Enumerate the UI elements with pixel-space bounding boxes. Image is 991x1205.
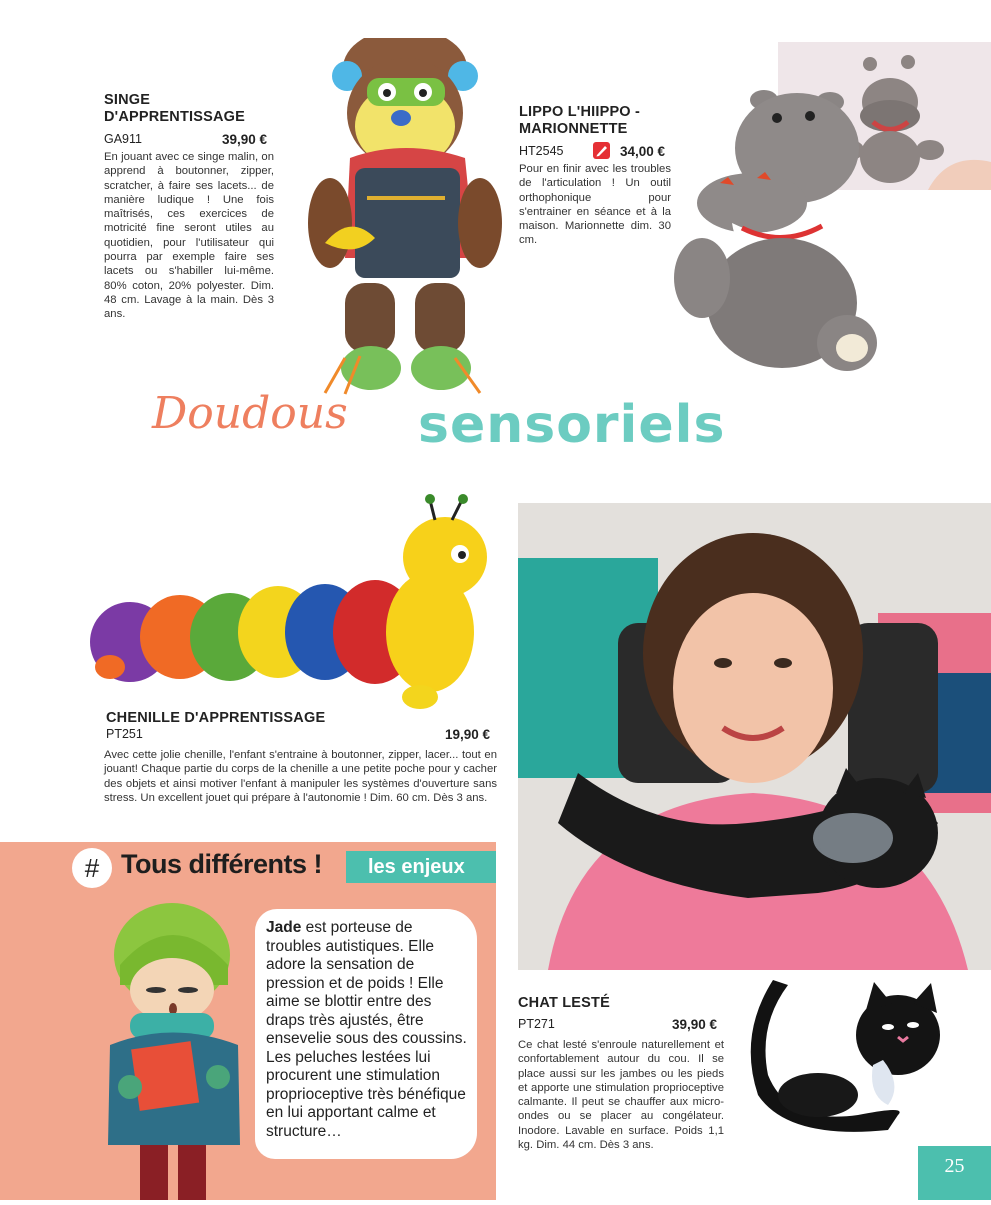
girl-with-cat-photo xyxy=(518,503,991,970)
enjeux-tag: les enjeux xyxy=(346,851,496,883)
heading-sensoriels: sensoriels xyxy=(418,395,726,455)
hippo-price: 34,00 € xyxy=(620,144,666,159)
hippo-description: Pour en finir avec les troubles de l'articulation ! Un outil orthophonique pour s'entrainer en séance et à la maison. Marionnette dim. 30 cm. xyxy=(519,163,671,247)
page-number: 25 xyxy=(918,1146,991,1200)
chat-description: Ce chat lesté s'enroule naturellement et confortablement autour du cou. Il se place aussi sur les jambes ou les pieds et apporte une stimulation proprioceptive calmante. Il peut se chauffer aux micro-ondes ou se placer au congélateur. Inodore. Lavable en surface. Poids 1,1 kg. Dim. 44 cm. Dès 3 ans. xyxy=(518,1039,724,1152)
singe-title xyxy=(104,92,284,126)
singe-title-line2: D'APPRENTISSAGE xyxy=(104,109,245,125)
chat-title: CHAT LESTÉ xyxy=(518,995,610,1011)
hippo-title-line2: MARIONNETTE xyxy=(519,121,628,137)
jade-story xyxy=(266,919,471,1141)
hippo-title xyxy=(519,104,689,138)
singe-price: 39,90 € xyxy=(222,132,268,147)
black-cat-photo xyxy=(748,965,948,1135)
chenille-code: PT251 xyxy=(106,727,143,741)
child-reading-illustration xyxy=(100,895,250,1200)
chenille-price: 19,90 € xyxy=(445,727,491,742)
jade-text: est porteuse de troubles autistiques. Elle adore la sensation de pression et de poids ! Elle aime se blottir entre des draps très ajustés, être ensevelie sous des coussins. Les peluches lestées lui procurent une stimulation proprioceptive très bénéfique en lui apportant calme et structure… xyxy=(266,919,467,1140)
singe-code: GA911 xyxy=(104,132,142,146)
caterpillar-photo xyxy=(90,492,495,714)
chat-price: 39,90 € xyxy=(672,1017,718,1032)
heading-doudous: Doudous xyxy=(152,388,348,439)
singe-title-line1: SINGE xyxy=(104,92,151,108)
chenille-description: Avec cette jolie chenille, l'enfant s'entraine à boutonner, zipper, lacer... tout en jouant! Chaque partie du corps de la chenille a une petite poche pour y cacher des objets et ainsi motiver l'enfant à manipuler les systèmes d'ouverture sans stress. Un excellent jouet qui prépare à l'autonomie ! Dim. 60 cm. Dès 3 ans. xyxy=(104,749,497,804)
hashtag-icon: # xyxy=(72,848,112,888)
singe-description: En jouant avec ce singe malin, on apprend à boutonner, zipper, scratcher, à faire ses lacets... de manière ludique ! Une fois maîtrisés, ces exercices de motricité fine seront utiles au quotidien, pour l'utilisateur qui pourra par exemple faire ses lacets ou s'habiller lui-même. 80% coton, 20% polyester. Dim. 48 cm. Lavage à la main. Dès 3 ans. xyxy=(104,151,274,321)
tous-differents-title: Tous différents ! xyxy=(121,849,323,879)
jade-name: Jade xyxy=(266,919,302,936)
hippo-title-line1: LIPPO L'HIIPPO - xyxy=(519,104,641,120)
pencil-icon xyxy=(593,142,610,159)
hippo-photo xyxy=(672,88,882,383)
chenille-title: CHENILLE D'APPRENTISSAGE xyxy=(106,710,326,726)
hippo-code: HT2545 xyxy=(519,144,564,158)
monkey-photo xyxy=(305,38,505,398)
chat-code: PT271 xyxy=(518,1017,555,1031)
